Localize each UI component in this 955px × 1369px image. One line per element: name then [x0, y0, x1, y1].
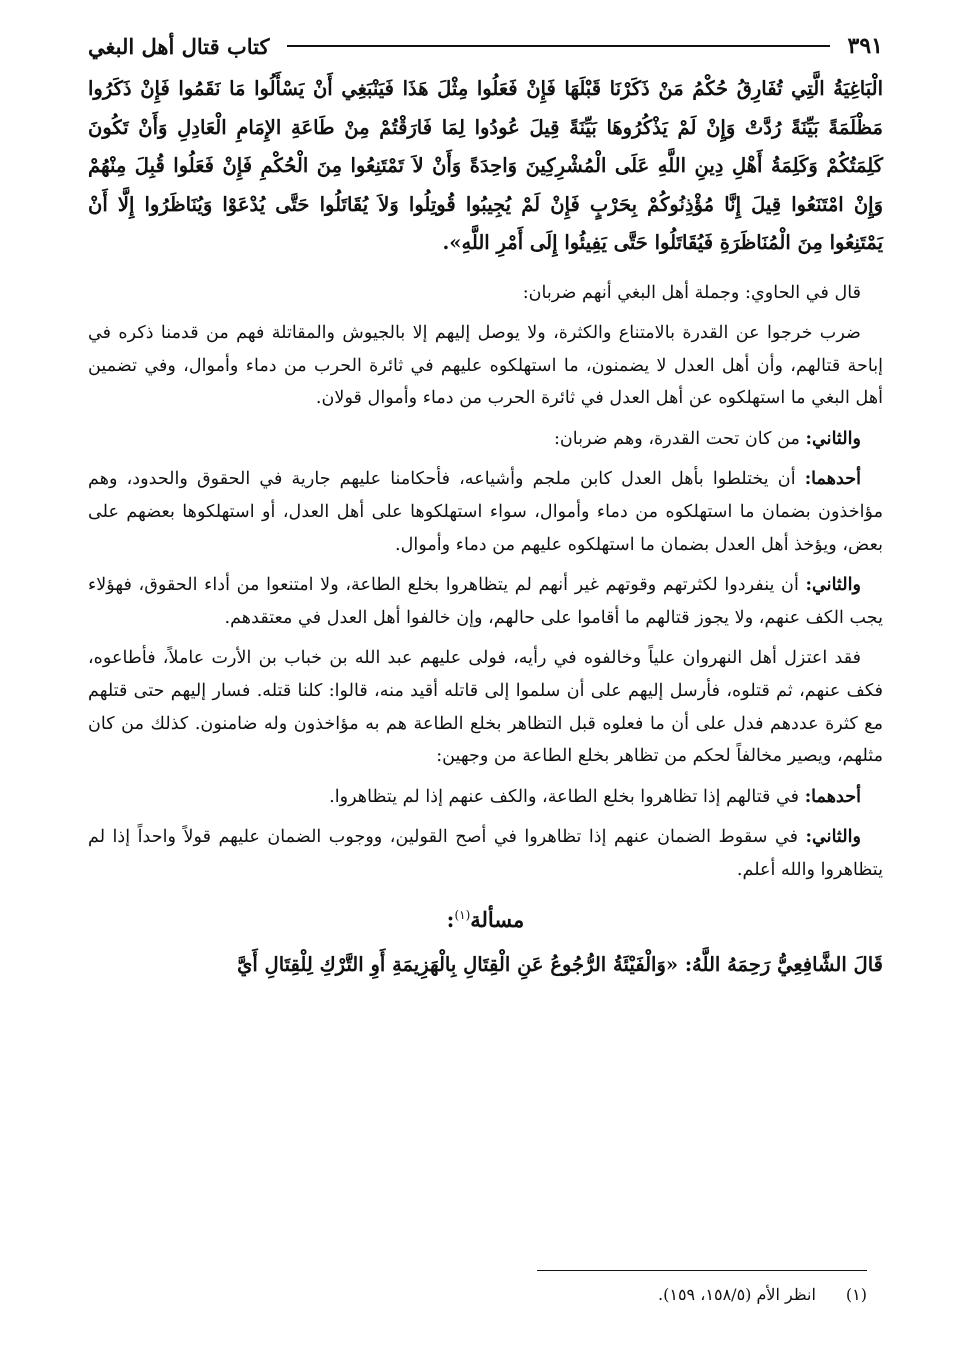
paragraph-lead: أحدهما:: [804, 785, 861, 807]
paragraph: [88, 642, 883, 772]
footnote-separator: [537, 1270, 867, 1271]
final-line: قَالَ الشَّافِعِيُّ رَحِمَهُ اللَّهُ: «وَالْفَيْئَةُ الرُّجُوعُ عَنِ الْقِتَالِ بِالْهَزِيمَةِ أَوِ التَّرْكِ لِلْقِتَالِ أَيَّ: [237, 952, 883, 976]
paragraph-text: أن يختلطوا بأهل العدل كابن ملجم وأشياعه، فأحكامنا عليهم جارية في الحقوق والحدود، وهم مؤاخذون بضمان ما استهلكوه من دماء وأموال، سواء استهلكوها على أهل العدل، أو استهلكوها بعضهم على بعض، ويؤخذ أهل العدل بضمان ما استهلكوه عليهم من دماء وأموال.: [88, 469, 883, 555]
page-number: ٣٩١: [847, 33, 883, 59]
paragraph-text: أن ينفردوا لكثرتهم وقوتهم غير أنهم لم يتظاهروا بخلع الطاعة، ولا امتنعوا من أداء الحقوق، فهؤلاء يجب الكف عنهم، ولا يجوز قتالهم ما أقاموا على حالهم، وإن خالفوا أهل العدل في معتقدهم.: [88, 575, 883, 628]
paragraph-lead: أحدهما:: [804, 468, 861, 490]
page-body: [88, 70, 883, 984]
running-title: كتاب قتال أهل البغي: [88, 33, 270, 59]
quoted-text: الْبَاغِيَةُ الَّتِي تُفَارِقُ حُكْمُ مَنْ ذَكَرْنَا قَبْلَهَا فَإِنْ فَعَلُوا مِثْلَ هَذَا فَيَنْبَغِي أَنْ يَسْأَلُوا مَا نَقَمُوا فَإِنْ ذَكَرُوا مَظْلَمَةً بَيِّنَةً رُدَّتْ وَإِنْ لَمْ يَذْكُرُوهَا بَيِّنَةً قِيلَ عُودُوا لِمَا فَارَقْتُمْ مِنْ طَاعَةِ الإِمَامِ الْعَادِلِ وَأَنْ تَكُونَ كَلِمَتُكُمْ وَكَلِمَةُ أَهْلِ دِينِ اللَّهِ عَلَى الْمُشْرِكِينَ وَاحِدَةً وَأَنْ لاَ تَمْتَنِعُوا مِنَ الْحُكْمِ فَإِنْ فَعَلُوا قُبِلَ مِنْهُمْ وَإِنْ امْتَنَعُوا قِيلَ إِنَّا مُؤْذِنُوكُمْ بِحَرْبٍ فَإِنْ لَمْ يُجِيبُوا قُوتِلُوا وَلاَ يُقَاتَلُوا حَتَّى يُدْعَوْا وَيُنَاظَرُوا إِلَّا أَنْ يَمْتَنِعُوا مِنَ الْمُنَاظَرَةِ فَيُقَاتَلُوا حَتَّى يَفِيئُوا إِلَى أَمْرِ اللَّهِ».: [88, 77, 883, 254]
paragraph: [88, 569, 883, 634]
paragraph: [88, 423, 883, 456]
header-rule: [287, 45, 829, 47]
paragraph-lead: والثاني:: [805, 574, 861, 596]
section-heading: [88, 895, 883, 940]
paragraph-lead: والثاني:: [805, 826, 861, 848]
footnote-text: انظر الأم (١٥٨/٥، ١٥٩).: [658, 1285, 816, 1304]
paragraph: [88, 277, 883, 310]
section-heading-colon: :: [446, 906, 455, 932]
footnote-reference[interactable]: (١): [454, 907, 471, 922]
paragraph-text: من كان تحت القدرة، وهم ضربان:: [553, 428, 806, 449]
footnote-marker: (١): [845, 1285, 867, 1304]
footnote: [267, 1282, 867, 1308]
paragraph: [88, 317, 883, 415]
paragraph-text: قال في الحاوي: وجملة أهل البغي أنهم ضربان:: [522, 282, 861, 303]
page-header: [88, 28, 883, 64]
paragraph: [88, 463, 883, 561]
section-heading-label: مسألة: [470, 906, 525, 932]
paragraph: [88, 781, 883, 814]
paragraph: [88, 821, 883, 886]
paragraph-text: في سقوط الضمان عنهم إذا تظاهروا في أصح القولين، ووجوب الضمان عليهم قولاً واحداً إذا لم يتظاهروا والله أعلم.: [88, 827, 883, 880]
paragraph-text: في قتالهم إذا تظاهروا بخلع الطاعة، والكف عنهم إذا لم يتظاهروا.: [329, 786, 805, 807]
paragraph-text: ضرب خرجوا عن القدرة بالامتناع والكثرة، ولا يوصل إليهم إلا بالجيوش والمقاتلة فهم من قدمنا ذكره في إباحة قتالهم، وأن أهل العدل لا يضمنون، ما استهلكوه عليهم في ثائرة الحرب من دماء وأموال، وفي تضمين أهل البغي ما استهلكوه عن أهل العدل في ثائرة الحرب من دماء وأموال قولان.: [88, 323, 883, 409]
paragraph-text: فقد اعتزل أهل النهروان علياً وخالفوه في رأيه، فولى عليهم عبد الله بن خباب بن الأرت عاملاً، فأطاعوه، فكف عنهم، ثم قتلوه، فأرسل إليهم على أن سلموا إلى قاتله أقيد منه، قالوا: كلنا قتله. فسار إليهم حتى قتلهم مع كثرة عددهم فدل على أن ما فعلوه قبل التظاهر بخلع الطاعة هم به مؤاخذون وله ضامنون. كذلك من كان مثلهم، ويصير مخالفاً لحكم من تظاهر بخلع الطاعة من وجهين:: [88, 648, 883, 767]
paragraph-lead: والثاني:: [805, 427, 861, 449]
